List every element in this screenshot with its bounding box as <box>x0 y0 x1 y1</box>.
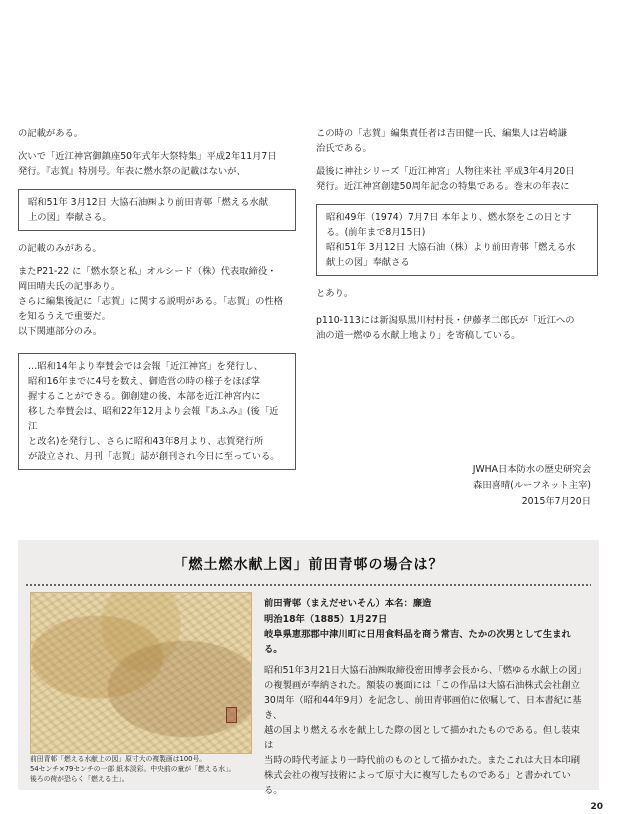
left-p6: 以下関連部分のみ。 <box>18 326 103 337</box>
box2-line4: 移した奉賛会は、昭和22年12月より会報『あふみ』(後「近江 <box>28 406 279 432</box>
quote-box-3 <box>316 204 598 276</box>
left-p3: の記載のみがある。 <box>18 243 102 254</box>
artist-body-line3: 30周年（昭和44年9月）を記念し、前田青邨画伯に依嘱して、日本書紀に基き、 <box>264 695 582 721</box>
artist-seal-icon <box>226 707 237 723</box>
artist-born: 明治18年（1885）1月27日 <box>264 614 388 625</box>
left-p2-line1: 次いで「近江神宮御鎮座50年式年大祭特集」平成2年11月7日 <box>18 151 277 162</box>
signature-author: 森田喜晴(ルーフネット主宰) <box>473 480 591 491</box>
box2-line1: …昭和14年より奉賛会では会報「近江神宮」を発行し、 <box>28 361 263 372</box>
signature-org: JWHA日本防水の歴史研究会 <box>472 464 591 475</box>
signature-block <box>473 462 591 510</box>
quote-box-2 <box>18 353 296 470</box>
feature-panel <box>18 540 599 796</box>
signature-date: 2015年7月20日 <box>521 496 591 507</box>
page-number: 20 <box>590 802 603 812</box>
right-p4-line1: p110-113には新潟県黒川村村長・伊藤孝二郎氏が「近江への <box>316 315 575 326</box>
right-p2-line2: 発行。近江神宮創建50周年記念の特集である。巻末の年表に <box>316 181 570 192</box>
caption-line2: 54センチ×79センチの一部 紙本淡彩。中央前の童が「燃える水」。 <box>30 765 236 773</box>
artist-name: 前田青邨（まえだせいそん）本名：廉造 <box>264 598 432 609</box>
artist-body-line6: 株式会社の複写技術によって原寸大に複写したものである」と書かれている。 <box>264 770 571 796</box>
caption-line3: 後ろの荷が恐らく「燃える土」。 <box>30 775 129 783</box>
artist-body-line2: の複製画が奉納された。額装の裏面には「この作品は大協石油株式会社創立 <box>264 680 581 691</box>
left-p4-line2: 岡田晴夫氏の記事あり。 <box>18 281 121 292</box>
quote-box-1 <box>18 189 296 231</box>
heading-divider <box>26 584 591 586</box>
artist-body-line4: 越の国より燃える水を献上した際の図として描かれたものである。但し装束は <box>264 725 581 751</box>
right-p2-line1: 最後に神社シリーズ「近江神宮」人物往来社 平成3年4月20日 <box>316 166 575 177</box>
artist-body-line1: 昭和51年3月21日大協石油㈱取締役密田博孝会長から、「燃ゆる水献上の図」 <box>264 665 587 676</box>
artist-body-line5: 当時の時代考証より一時代前のものとして描かれた。またこれは大日本印刷 <box>264 755 581 766</box>
box3-line3: 昭和51年 3月12日 大協石油（株）より前田青邨「燃える水 <box>326 242 576 253</box>
right-p1-line2: 治氏である。 <box>316 143 372 154</box>
box1-line2: 上の図」奉献さる。 <box>28 212 112 223</box>
left-p4-line1: またP21-22 に「燃水祭と私」オルシード（株）代表取締役・ <box>18 266 277 277</box>
feature-heading: 「燃土燃水献上図」前田青邨の場合は？ <box>173 557 444 573</box>
artist-origin: 岐阜県恵那郡中津川町に日用食料品を商う常吉、たかの次男として生まれる。 <box>264 629 571 655</box>
right-p4-line2: 油の道一燃ゆる水献上地より」を寄稿している。 <box>316 330 521 341</box>
artist-info <box>264 596 586 798</box>
left-p2-line2: 発行。『志賀』特別号。年表に燃水祭の記載はないが、 <box>18 166 246 177</box>
box3-line2: る。(前年まで8月15日) <box>326 227 426 238</box>
box1-line1: 昭和51年 3月12日 大協石油㈱より前田青邨「燃える水献 <box>28 197 269 208</box>
right-p1-line1: この時の「志賀」編集責任者は吉田健一氏、編集人は岩崎謙 <box>316 128 568 139</box>
right-column <box>316 126 598 343</box>
painting-caption <box>30 754 255 784</box>
left-p5-line1: さらに編集後記に「志賀」に関する説明がある。「志賀」の性格 <box>18 296 283 307</box>
box3-line1: 昭和49年（1974）7月7日 本年より、燃水祭をこの日とす <box>326 212 572 223</box>
box2-line6: が設立され、月刊「志賀」誌が創刊され今日に至っている。 <box>28 451 280 462</box>
box2-line5: と改名)を発行し、さらに昭和43年8月より、志賀発行所 <box>28 436 264 447</box>
box2-line3: 握することができる。御創建の後、本部を近江神宮内に <box>28 391 261 402</box>
caption-line1: 前田青邨「燃える水献上の図」原寸大の複製画は100号。 <box>30 755 207 763</box>
left-column <box>18 126 296 480</box>
left-p5-line2: を知るうえで重要だ。 <box>18 311 111 322</box>
left-p1: の記載がある。 <box>18 128 84 139</box>
right-p3: とあり。 <box>316 288 354 299</box>
box3-line4: 献上の図」奉献さる <box>326 257 410 268</box>
painting-image <box>30 592 252 754</box>
box2-line2: 昭和16年までに4号を数え、御造営の時の様子をほぼ掌 <box>28 376 261 387</box>
